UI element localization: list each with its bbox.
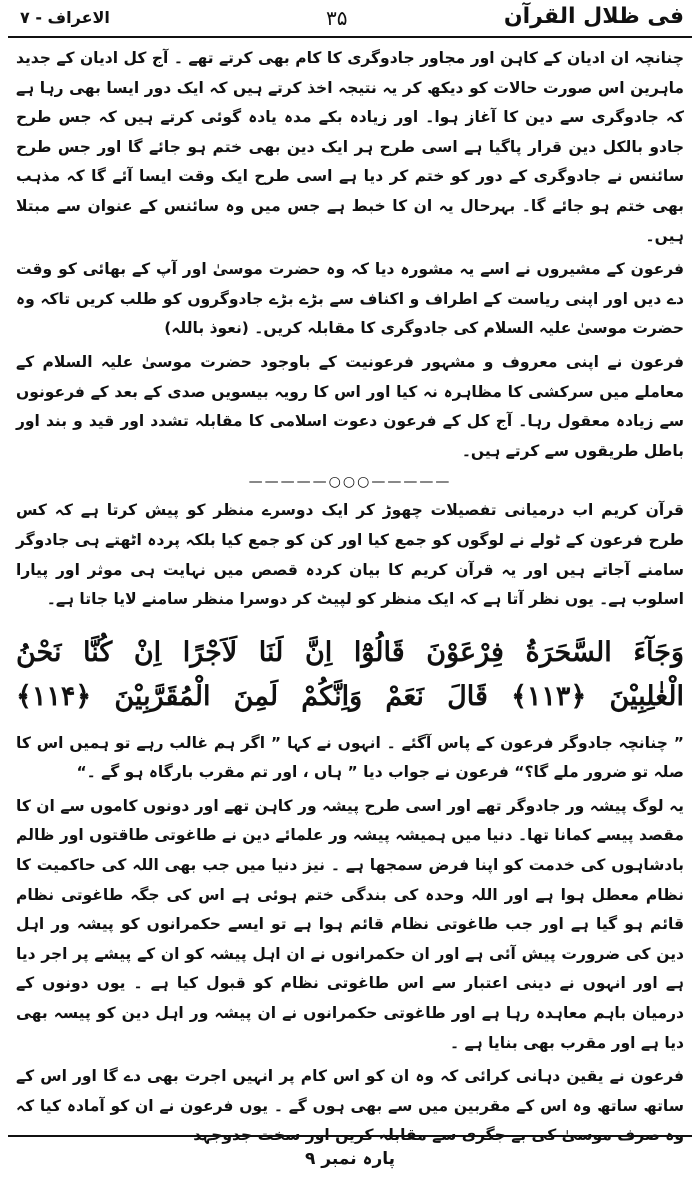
footer-divider [8,1135,692,1137]
paragraph: فرعون کے مشیروں نے اسے یہ مشورہ دیا کہ وہ حضرت موسیٰ اور آپ کے بھائی کو وقت دے دیں اور اپنی ریاست کے اطراف و اکناف سے بڑے بڑے جادوگروں کو طلب کریں تاکہ وہ حضرت موسیٰ علیہ السلام کی جادوگری کا مقابلہ کریں۔ (نعوذ باللہ) [16,260,684,338]
quranic-verse [16,631,684,719]
page-number: ۳۵ [326,6,348,30]
page-body [16,44,684,1151]
surah-marker: الاعراف - ۷ [20,8,110,27]
paragraph: چنانچہ ان ادیان کے کاہن اور مجاور جادوگری کا کام بھی کرتے تھے ۔ آج کل ادیان کے جدید ماہرین اس صورت حالات کو دیکھ کر یہ نتیجہ اخذ کرتے ہیں کہ ایک دور ایسا بھی رہا ہے کہ جادوگری سے دین کا آغاز ہوا۔ اور زیادہ بکے مدہ یادہ گوئی کرتے ہیں کہ جس طرح جادو بالکل دین قرار پاگیا ہے اسی طرح ہر ایک دین بھی ختم ہو جائے گا اور جس طرح سائنس نے جادوگری کے دور کو ختم کر دیا ہے اسی طرح ایک وقت ایسا آئے گا کہ مذہب بھی ختم ہو جائے گا۔ بہرحال یہ ان کا خبط ہے جس میں وہ سائنس کے عنوان سے مبتلا ہیں۔ [16,49,684,245]
running-header [14,2,686,36]
paragraph: ” چنانچہ جادوگر فرعون کے پاس آگئے ۔ انہوں نے کہا ” اگر ہم غالب رہے تو ہمیں اس کا صلہ تو ضرور ملے گا؟“ فرعون نے جواب دیا ” ہاں ، اور تم مقرب بارگاہ ہو گے ۔“ [16,733,684,782]
paragraph: فرعون نے یقین دہانی کرائی کہ وہ ان کو اس کام پر انہیں اجرت بھی دے گا اور اس کے ساتھ ساتھ وہ اس کے مقربین میں سے بھی ہوں گے ۔ یوں فرعون نے ان کو آمادہ کیا کہ وہ صرف موسیٰ کی بے جگری سے مقابلہ کریں اور سخت جدوجہد [16,1067,684,1145]
paragraph: قرآن کریم اب درمیانی تفصیلات چھوڑ کر ایک دوسرے منظر کو پیش کرتا ہے کہ کس طرح فرعون کے ٹولے نے لوگوں کو جمع کیا اور کن کو جمع کیا بلکہ پردہ اٹھتے ہی جادوگر سامنے آجاتے ہیں اور یہ قرآن کریم کا بیان کردہ قصص میں نہایت ہی موثر اور پیارا اسلوب ہے۔ یوں نظر آتا ہے کہ ایک منظر کو لپیٹ کر دوسرا منظر سامنے لایا جاتا ہے۔ [16,501,684,609]
paragraph: یہ لوگ پیشہ ور جادوگر تھے اور اسی طرح پیشہ ور کاہن تھے اور دونوں کاموں سے ان کا مقصد پیسے کمانا تھا۔ دنیا میں ہمیشہ پیشہ ور علمائے دین نے طاغوتی طاقتوں اور ظالم بادشاہوں کی خدمت کو اپنا فرض سمجھا ہے ۔ نیز دنیا میں جب بھی اللہ کی حاکمیت کا نظام معطل ہوا ہے اور اللہ وحدہ کی بندگی ختم ہوئی ہے اس کی جگہ طاغوتی نظام قائم ہو گیا ہے اور جب طاغوتی نظام قائم ہوا ہے تو ایسے حکمرانوں کو پیشہ ور اہل دین کی ضرورت پیش آئی ہے اور ان حکمرانوں نے ان اہل پیشہ کو ان کے پیشے پر اجر دیا ہے اور انہوں نے دینی اعتبار سے اس طاغوتی نظام کو قبول کیا ہے ۔ یوں دونوں کے درمیان باہم معاہدہ رہا ہے اور طاغوتی حکمرانوں نے ان پیشہ ور اہل دین کو پیسہ بھی دیا ہے اور مقرب بھی بنایا ہے ۔ [16,796,684,1052]
verse-line: الْغٰلِبِيْنَ ﴿۱۱۳﴾ قَالَ نَعَمْ وَاِنَّكُمْ لَمِنَ الْمُقَرَّبِيْنَ ﴿۱۱۴﴾ [16,680,685,712]
section-separator: —————○○○————— [248,474,452,491]
verse-line: وَجَآءَ السَّحَرَةُ فِرْعَوْنَ قَالُوْٓا اِنَّ لَنَا لَاَجْرًا اِنْ كُنَّا نَحْنُ [16,636,684,668]
book-title: فی ظلال القرآن [503,4,684,29]
para-label: پارہ نمبر ۹ [304,1149,396,1169]
paragraph: فرعون نے اپنی معروف و مشہور فرعونیت کے باوجود حضرت موسیٰ علیہ السلام کے معاملے میں سرکشی کا مظاہرہ نہ کیا اور اس کا رویہ بیسویں صدی کے بعد کے فرعونوں سے زیادہ معقول رہا۔ آج کل کے فرعون دعوت اسلامی کا مقابلہ تشدد اور قید و بند اور باطل طریقوں سے کرتے ہیں۔ [16,352,684,460]
header-divider [8,36,692,38]
